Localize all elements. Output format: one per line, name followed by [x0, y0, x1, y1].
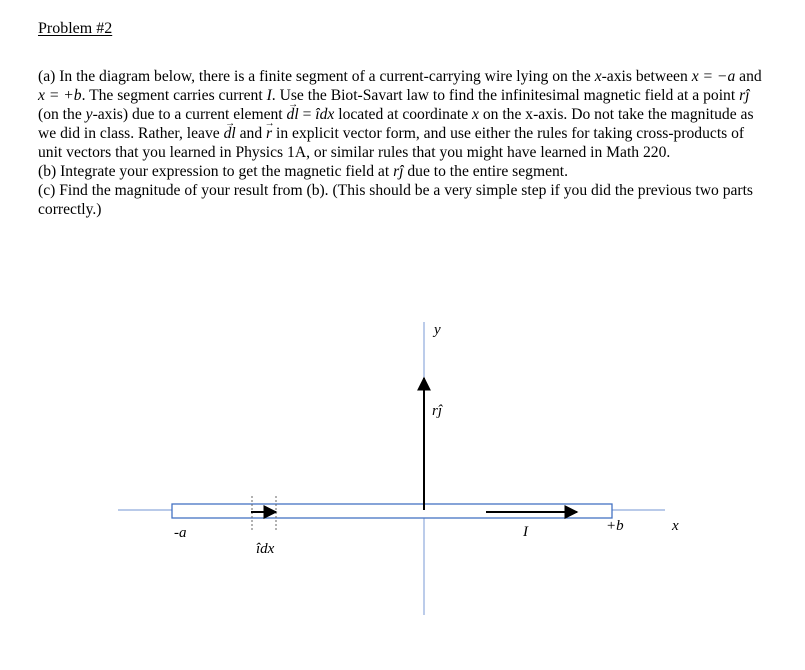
x-axis-label: x: [672, 518, 679, 534]
current-label: I: [523, 524, 528, 540]
current-symbol: I: [266, 87, 272, 104]
eq-neg-a: x = −a: [691, 68, 736, 85]
part-c-text: (c) Find the magnitude of your result from (b). (This should be a very simple step if you did the previous two parts correctly.): [38, 182, 754, 218]
equals-sign: =: [298, 106, 316, 123]
pos-b-label: +b: [606, 518, 624, 534]
part-a-rest-2: in explicit vector form, and use either the rules for taking cross-products of unit vectors that you learned in Physics 1A, or similar rules that you might have learned in Math 220.: [38, 125, 745, 161]
and-text: and: [735, 68, 762, 85]
y-axis-ref: y: [85, 106, 93, 123]
x-coordinate: x: [472, 106, 479, 123]
dl-vector-2: → dl: [224, 124, 236, 143]
part-b-point: rĵ: [393, 163, 404, 180]
part-a-rest: on the x-axis. Do not take the magnitude as we did in class. Rather, leave: [38, 106, 754, 142]
carries-text: . The segment carries current: [81, 87, 267, 104]
between-text: between: [635, 68, 692, 85]
on-y-text: (on the: [38, 106, 86, 123]
problem-title: Problem #2: [38, 20, 113, 37]
part-a-prefix: (a) In the diagram below, there is a finite segment of a current-carrying wire lying on the: [38, 68, 595, 85]
eq-pos-b: x = +b: [38, 87, 82, 104]
idx-expression: îdx: [315, 106, 335, 123]
r-vector: → r: [266, 124, 272, 143]
x-axis-ref: x: [594, 68, 602, 85]
idx-label: îdx: [256, 541, 275, 557]
part-b-end: due to the entire segment.: [403, 163, 569, 180]
x-axis-suffix: -axis: [601, 68, 632, 85]
biot-savart-text: . Use the Biot-Savart law to find the infinitesimal magnetic field at a point: [271, 87, 740, 104]
point-rj: rĵ: [739, 87, 750, 104]
and-text-2: and: [235, 125, 267, 142]
located-text: located at coordinate: [334, 106, 473, 123]
neg-a-label: -a: [174, 525, 187, 541]
dl-vector: → dl: [287, 105, 299, 124]
rj-label: rĵ: [432, 403, 443, 419]
part-b-text: (b) Integrate your expression to get the magnetic field at: [38, 163, 394, 180]
y-axis-suffix: -axis) due to a current element: [92, 106, 287, 123]
y-axis-label: y: [434, 322, 441, 338]
